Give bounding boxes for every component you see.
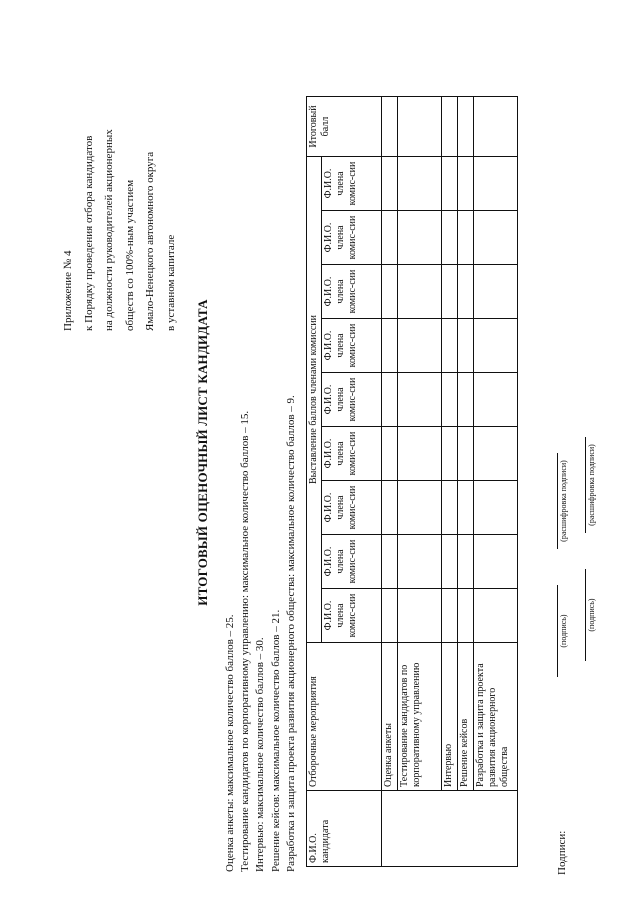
header-member-5: Ф.И.О. члена комис-сии	[322, 373, 382, 427]
header-commission-group: Выставление баллов членами комиссии	[307, 157, 322, 643]
decode-caption: (расшифровка подписи)	[587, 444, 596, 526]
event-label-cell: Оценка анкеты	[382, 643, 398, 791]
header-candidate: Ф.И.О. кандидата	[307, 791, 382, 867]
header-member-6: Ф.И.О. члена комис-сии	[322, 319, 382, 373]
event-label-cell: Интервью	[442, 643, 458, 791]
appendix-line: обществ со 100%-ным участием	[123, 179, 136, 331]
appendix-line: к Порядку проведения отбора кандидатов	[82, 135, 95, 331]
header-member-8: Ф.И.О. члена комис-сии	[322, 211, 382, 265]
event-label-cell: Разработка и защита проекта развития акционерного общества	[474, 643, 518, 791]
header-total: Итоговый балл	[307, 97, 382, 157]
appendix-line: Ямало-Ненецкого автономного округа	[144, 151, 156, 331]
criteria-item: Оценка анкеты: максимальное количество баллов – 25.	[224, 614, 236, 872]
signatures-label: Подписи:	[556, 830, 568, 875]
appendix-line: Приложение № 4	[62, 250, 74, 331]
signature-line	[557, 585, 558, 677]
signature-caption: (подпись)	[587, 598, 596, 632]
header-event: Отборочные мероприятия	[307, 643, 382, 791]
decode-caption: (расшифровка подписи)	[559, 460, 568, 542]
header-member-9: Ф.И.О. члена комис-сии	[322, 157, 382, 211]
decode-line	[585, 437, 586, 533]
signature-line	[585, 569, 586, 661]
header-member-3: Ф.И.О. члена комис-сии	[322, 481, 382, 535]
criteria-item: Решение кейсов: максимальное количество баллов – 21.	[269, 609, 282, 872]
header-member-4: Ф.И.О. члена комис-сии	[322, 427, 382, 481]
criteria-item: Разработка и защита проекта развития акционерного общества: максимальное количество баллов – 9.	[284, 395, 297, 872]
header-member-1: Ф.И.О. члена комис-сии	[322, 589, 382, 643]
document-title: ИТОГОВЫЙ ОЦЕНОЧНЫЙ ЛИСТ КАНДИДАТА	[195, 299, 210, 606]
criteria-item: Интервью: максимальное количество баллов – 30.	[254, 637, 267, 872]
appendix-line: в уставном капитале	[164, 234, 177, 331]
event-label-cell: Тестирование кандидатов по корпоративному управлению	[398, 643, 442, 791]
decode-line	[557, 453, 558, 549]
appendix-line: на должности руководителей акционерных	[103, 129, 115, 331]
header-member-7: Ф.И.О. члена комис-сии	[322, 265, 382, 319]
header-member-2: Ф.И.О. члена комис-сии	[322, 535, 382, 589]
event-label-cell: Решение кейсов	[458, 643, 474, 791]
signature-caption: (подпись)	[559, 614, 568, 648]
criteria-item: Тестирование кандидатов по корпоративному управлению: максимальное количество баллов – 15.	[239, 410, 252, 872]
